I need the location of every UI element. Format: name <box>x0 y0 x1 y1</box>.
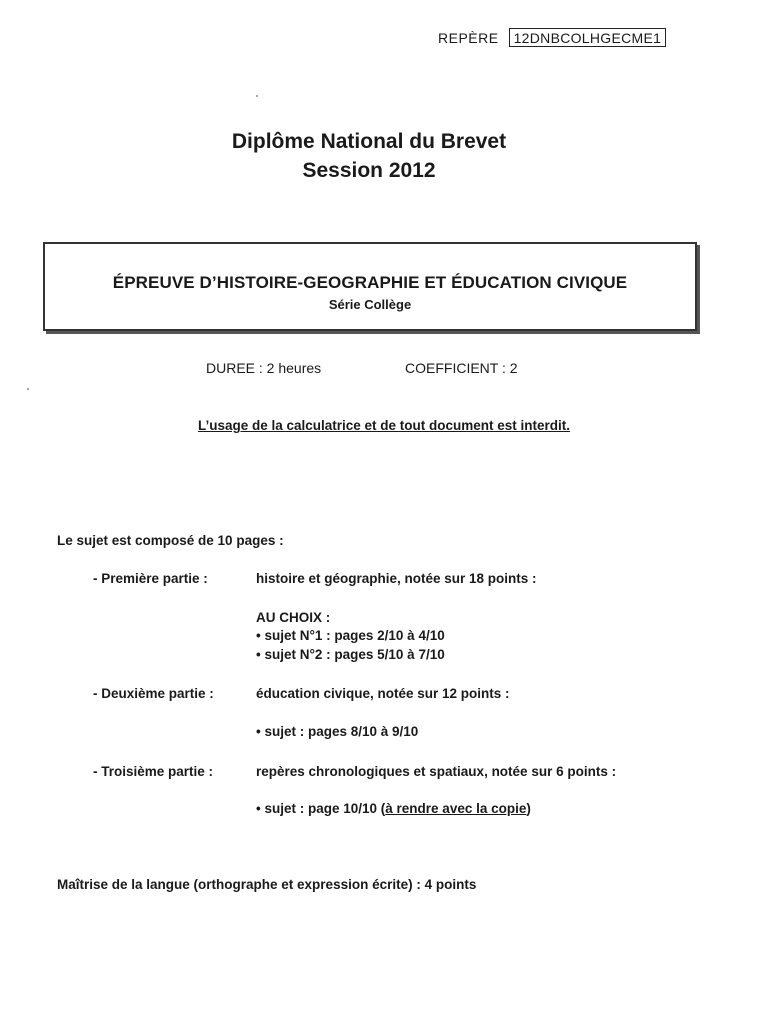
part-1-text: histoire et géographie, notée sur 18 points : <box>256 571 537 586</box>
part-1-label: - Première partie : <box>93 571 208 586</box>
scan-speck <box>256 95 258 97</box>
part-1-choice-title: AU CHOIX : <box>256 610 331 625</box>
part-2-item-1: • sujet : pages 8/10 à 9/10 <box>256 724 419 739</box>
duree-text: DUREE : 2 heures <box>206 360 322 376</box>
part-3-item-1 <box>256 801 531 816</box>
repere-header <box>438 28 666 47</box>
repere-label: REPÈRE <box>438 29 499 46</box>
epreuve-serie: Série Collège <box>328 297 412 312</box>
part-2-label: - Deuxième partie : <box>93 686 214 701</box>
part-3-label: - Troisième partie : <box>93 764 214 779</box>
epreuve-title: ÉPREUVE D’HISTOIRE-GEOGRAPHIE ET ÉDUCATION CIVIQUE <box>112 273 628 292</box>
scan-speck <box>27 388 29 390</box>
part-3-item-underlined: à rendre avec la copie <box>385 801 527 816</box>
usage-notice: L’usage de la calculatrice et de tout document est interdit. <box>197 418 571 433</box>
part-3-text: repères chronologiques et spatiaux, notée sur 6 points : <box>256 764 617 779</box>
title-line-1: Diplôme National du Brevet <box>231 130 507 153</box>
document-title <box>0 127 768 185</box>
composition-intro: Le sujet est composé de 10 pages : <box>57 533 284 548</box>
maitrise-langue: Maîtrise de la langue (orthographe et expression écrite) : 4 points <box>57 877 477 892</box>
part-3-item-suffix: ) <box>526 801 531 816</box>
part-1-item-1: • sujet N°1 : pages 2/10 à 4/10 <box>256 628 445 643</box>
repere-code: 12DNBCOLHGECME1 <box>509 28 667 47</box>
part-3-item-prefix: • sujet : page 10/10 ( <box>256 801 386 816</box>
title-line-2: Session 2012 <box>302 159 436 182</box>
coefficient-text: COEFFICIENT : 2 <box>405 360 518 376</box>
epreuve-box <box>43 242 697 331</box>
part-2-text: éducation civique, notée sur 12 points : <box>256 686 510 701</box>
part-1-item-2: • sujet N°2 : pages 5/10 à 7/10 <box>256 647 445 662</box>
